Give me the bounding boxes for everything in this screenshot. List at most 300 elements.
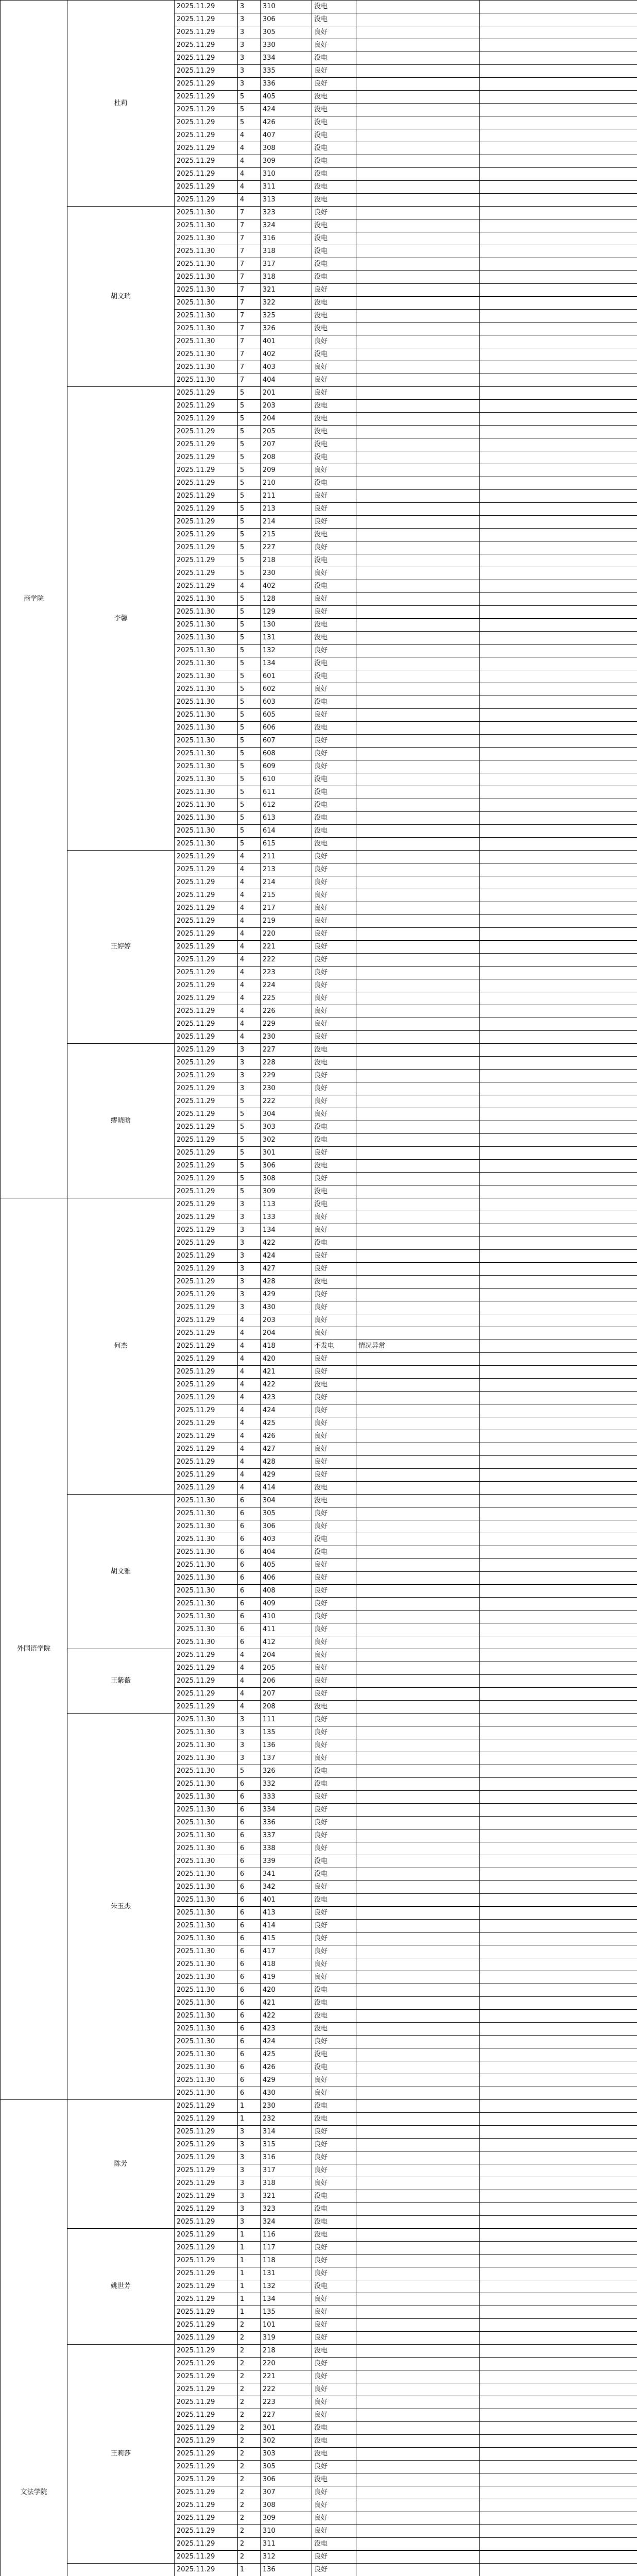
room-cell: 413	[261, 1907, 312, 1920]
building-cell: 3	[238, 1301, 261, 1314]
date-cell: 2025.11.30	[175, 786, 238, 799]
remark-cell	[356, 1108, 480, 1121]
remark-cell	[356, 1868, 480, 1881]
extra-cell	[480, 619, 637, 632]
extra-cell	[480, 657, 637, 670]
building-cell: 1	[238, 2267, 261, 2280]
status-cell: 良好	[312, 464, 356, 477]
remark-cell	[356, 297, 480, 310]
building-cell: 6	[238, 1533, 261, 1546]
remark-cell	[356, 2203, 480, 2216]
status-cell: 没电	[312, 696, 356, 709]
extra-cell	[480, 554, 637, 567]
building-cell: 6	[238, 1855, 261, 1868]
building-cell: 6	[238, 1636, 261, 1649]
remark-cell	[356, 1907, 480, 1920]
date-cell: 2025.11.29	[175, 142, 238, 155]
date-cell: 2025.11.30	[175, 1971, 238, 1984]
status-cell: 没电	[312, 323, 356, 335]
extra-cell	[480, 1842, 637, 1855]
person-cell: 缪晓晗	[67, 1044, 175, 1198]
remark-cell	[356, 2229, 480, 2242]
remark-cell	[356, 2113, 480, 2126]
status-cell: 良好	[312, 1520, 356, 1533]
building-cell: 4	[238, 1469, 261, 1482]
date-cell: 2025.11.30	[175, 1636, 238, 1649]
room-cell: 310	[261, 168, 312, 181]
date-cell: 2025.11.30	[175, 606, 238, 619]
building-cell: 2	[238, 2422, 261, 2435]
date-cell: 2025.11.29	[175, 2345, 238, 2358]
room-cell: 128	[261, 593, 312, 606]
date-cell: 2025.11.30	[175, 619, 238, 632]
remark-cell	[356, 323, 480, 335]
extra-cell	[480, 516, 637, 529]
remark-cell	[356, 438, 480, 451]
room-cell: 403	[261, 1533, 312, 1546]
room-cell: 310	[261, 1, 312, 13]
date-cell: 2025.11.29	[175, 2370, 238, 2383]
date-cell: 2025.11.29	[175, 78, 238, 91]
status-cell: 良好	[312, 1675, 356, 1688]
extra-cell	[480, 2345, 637, 2358]
remark-cell	[356, 2255, 480, 2267]
status-cell: 良好	[312, 1456, 356, 1469]
building-cell: 2	[238, 2358, 261, 2370]
building-cell: 5	[238, 657, 261, 670]
remark-cell	[356, 1224, 480, 1237]
room-cell: 306	[261, 13, 312, 26]
extra-cell	[480, 2383, 637, 2396]
extra-cell	[480, 1984, 637, 1997]
building-cell: 2	[238, 2409, 261, 2422]
extra-cell	[480, 1018, 637, 1031]
remark-cell	[356, 2190, 480, 2203]
date-cell: 2025.11.30	[175, 709, 238, 722]
remark-cell	[356, 387, 480, 400]
building-cell: 3	[238, 1263, 261, 1276]
date-cell: 2025.11.29	[175, 2435, 238, 2448]
extra-cell	[480, 232, 637, 245]
status-cell: 良好	[312, 992, 356, 1005]
remark-cell	[356, 2448, 480, 2461]
room-cell: 323	[261, 207, 312, 219]
date-cell: 2025.11.29	[175, 2139, 238, 2151]
date-cell: 2025.11.30	[175, 1507, 238, 1520]
remark-cell	[356, 1185, 480, 1198]
extra-cell	[480, 297, 637, 310]
status-cell: 没电	[312, 2023, 356, 2036]
status-cell: 没电	[312, 2473, 356, 2486]
remark-cell	[356, 2087, 480, 2100]
date-cell: 2025.11.29	[175, 1469, 238, 1482]
date-cell: 2025.11.29	[175, 2332, 238, 2345]
date-cell: 2025.11.30	[175, 773, 238, 786]
remark-cell	[356, 632, 480, 645]
extra-cell	[480, 1920, 637, 1933]
date-cell: 2025.11.30	[175, 245, 238, 258]
remark-cell	[356, 1134, 480, 1147]
remark-cell	[356, 722, 480, 735]
status-cell: 没电	[312, 91, 356, 104]
building-cell: 5	[238, 760, 261, 773]
room-cell: 135	[261, 2306, 312, 2319]
room-cell: 324	[261, 2216, 312, 2229]
remark-cell	[356, 580, 480, 593]
status-cell: 没电	[312, 632, 356, 645]
status-cell: 良好	[312, 2267, 356, 2280]
date-cell: 2025.11.29	[175, 464, 238, 477]
date-cell: 2025.11.29	[175, 876, 238, 889]
extra-cell	[480, 245, 637, 258]
remark-cell	[356, 2564, 480, 2576]
building-cell: 6	[238, 1611, 261, 1623]
extra-cell	[480, 1198, 637, 1211]
remark-cell	[356, 451, 480, 464]
room-cell: 133	[261, 1211, 312, 1224]
date-cell: 2025.11.30	[175, 2061, 238, 2074]
status-cell: 良好	[312, 1623, 356, 1636]
building-cell: 1	[238, 2564, 261, 2576]
remark-cell	[356, 851, 480, 863]
extra-cell	[480, 915, 637, 928]
remark-cell	[356, 1701, 480, 1714]
building-cell: 4	[238, 1366, 261, 1379]
remark-cell	[356, 26, 480, 39]
extra-cell	[480, 116, 637, 129]
extra-cell	[480, 374, 637, 387]
date-cell: 2025.11.30	[175, 1726, 238, 1739]
remark-cell	[356, 1971, 480, 1984]
status-cell: 良好	[312, 1958, 356, 1971]
date-cell: 2025.11.29	[175, 426, 238, 438]
room-cell: 208	[261, 1701, 312, 1714]
building-cell: 4	[238, 168, 261, 181]
status-cell: 没电	[312, 1482, 356, 1495]
room-cell: 224	[261, 979, 312, 992]
extra-cell	[480, 2113, 637, 2126]
date-cell: 2025.11.30	[175, 1533, 238, 1546]
extra-cell	[480, 13, 637, 26]
date-cell: 2025.11.29	[175, 516, 238, 529]
building-cell: 4	[238, 1443, 261, 1456]
building-cell: 5	[238, 812, 261, 825]
remark-cell	[356, 915, 480, 928]
date-cell: 2025.11.29	[175, 529, 238, 541]
extra-cell	[480, 335, 637, 348]
date-cell: 2025.11.29	[175, 889, 238, 902]
date-cell: 2025.11.29	[175, 863, 238, 876]
extra-cell	[480, 1121, 637, 1134]
date-cell: 2025.11.29	[175, 194, 238, 207]
remark-cell	[356, 1984, 480, 1997]
date-cell: 2025.11.29	[175, 2100, 238, 2113]
date-cell: 2025.11.29	[175, 1327, 238, 1340]
date-cell: 2025.11.29	[175, 1082, 238, 1095]
date-cell: 2025.11.30	[175, 1739, 238, 1752]
room-cell: 221	[261, 941, 312, 954]
extra-cell	[480, 2499, 637, 2512]
room-cell: 401	[261, 335, 312, 348]
status-cell: 良好	[312, 65, 356, 78]
room-cell: 306	[261, 2473, 312, 2486]
date-cell: 2025.11.29	[175, 129, 238, 142]
building-cell: 4	[238, 979, 261, 992]
room-cell: 218	[261, 2345, 312, 2358]
room-cell: 309	[261, 155, 312, 168]
room-cell: 201	[261, 387, 312, 400]
status-cell: 良好	[312, 876, 356, 889]
remark-cell	[356, 593, 480, 606]
building-cell: 5	[238, 683, 261, 696]
room-cell: 425	[261, 2048, 312, 2061]
building-cell: 7	[238, 348, 261, 361]
status-cell: 良好	[312, 2255, 356, 2267]
status-cell: 没电	[312, 104, 356, 116]
building-cell: 5	[238, 1147, 261, 1160]
remark-cell	[356, 1598, 480, 1611]
building-cell: 6	[238, 1881, 261, 1894]
extra-cell	[480, 2190, 637, 2203]
date-cell: 2025.11.29	[175, 2396, 238, 2409]
person-cell: 杜莉	[67, 1, 175, 207]
building-cell: 3	[238, 1070, 261, 1082]
status-cell: 没电	[312, 1185, 356, 1198]
remark-cell	[356, 735, 480, 748]
status-cell: 良好	[312, 1443, 356, 1456]
room-cell: 603	[261, 696, 312, 709]
date-cell: 2025.11.30	[175, 1958, 238, 1971]
person-cell: 何杰	[67, 1198, 175, 1495]
status-cell: 良好	[312, 593, 356, 606]
building-cell: 7	[238, 232, 261, 245]
status-cell: 没电	[312, 451, 356, 464]
remark-cell	[356, 1018, 480, 1031]
room-cell: 226	[261, 1005, 312, 1018]
date-cell: 2025.11.29	[175, 2358, 238, 2370]
building-cell: 4	[238, 1404, 261, 1417]
building-cell: 5	[238, 1160, 261, 1173]
extra-cell	[480, 1134, 637, 1147]
extra-cell	[480, 2306, 637, 2319]
room-cell: 205	[261, 1662, 312, 1675]
status-cell: 良好	[312, 1817, 356, 1829]
building-cell: 4	[238, 1662, 261, 1675]
remark-cell	[356, 773, 480, 786]
extra-cell	[480, 773, 637, 786]
remark-cell	[356, 786, 480, 799]
person-cell: 王莉莎	[67, 2345, 175, 2564]
extra-cell	[480, 902, 637, 915]
status-cell: 没电	[312, 2435, 356, 2448]
remark-cell	[356, 2061, 480, 2074]
remark-cell	[356, 1765, 480, 1778]
status-cell: 没电	[312, 1701, 356, 1714]
date-cell: 2025.11.29	[175, 967, 238, 979]
room-cell: 407	[261, 129, 312, 142]
room-cell: 615	[261, 838, 312, 851]
remark-cell	[356, 889, 480, 902]
remark-cell	[356, 1276, 480, 1289]
status-cell: 没电	[312, 219, 356, 232]
room-cell: 308	[261, 2499, 312, 2512]
extra-cell	[480, 1507, 637, 1520]
building-cell: 5	[238, 799, 261, 812]
remark-cell	[356, 1817, 480, 1829]
remark-cell	[356, 1739, 480, 1752]
remark-cell	[356, 1314, 480, 1327]
building-cell: 5	[238, 503, 261, 516]
date-cell: 2025.11.29	[175, 1108, 238, 1121]
status-cell: 良好	[312, 1752, 356, 1765]
remark-cell	[356, 400, 480, 413]
building-cell: 4	[238, 1675, 261, 1688]
room-cell: 302	[261, 1134, 312, 1147]
room-cell: 302	[261, 2435, 312, 2448]
date-cell: 2025.11.29	[175, 168, 238, 181]
extra-cell	[480, 1430, 637, 1443]
extra-cell	[480, 2486, 637, 2499]
building-cell: 4	[238, 580, 261, 593]
status-cell: 良好	[312, 1005, 356, 1018]
building-cell: 2	[238, 2473, 261, 2486]
remark-cell	[356, 529, 480, 541]
extra-cell	[480, 155, 637, 168]
date-cell: 2025.11.30	[175, 799, 238, 812]
date-cell: 2025.11.29	[175, 104, 238, 116]
status-cell: 良好	[312, 2087, 356, 2100]
status-cell: 没电	[312, 1160, 356, 1173]
date-cell: 2025.11.29	[175, 1353, 238, 1366]
remark-cell	[356, 941, 480, 954]
building-cell: 5	[238, 1095, 261, 1108]
status-cell: 没电	[312, 2216, 356, 2229]
extra-cell	[480, 2151, 637, 2164]
date-cell: 2025.11.29	[175, 1404, 238, 1417]
status-cell: 良好	[312, 2164, 356, 2177]
building-cell: 6	[238, 2048, 261, 2061]
extra-cell	[480, 2177, 637, 2190]
date-cell: 2025.11.30	[175, 1920, 238, 1933]
room-cell: 134	[261, 1224, 312, 1237]
status-cell: 良好	[312, 735, 356, 748]
table-row	[1, 387, 637, 400]
room-cell: 321	[261, 284, 312, 297]
extra-cell	[480, 1598, 637, 1611]
room-cell: 311	[261, 2538, 312, 2551]
remark-cell	[356, 1, 480, 13]
extra-cell	[480, 477, 637, 490]
extra-cell	[480, 207, 637, 219]
status-cell: 没电	[312, 580, 356, 593]
status-cell: 良好	[312, 1366, 356, 1379]
status-cell: 良好	[312, 1417, 356, 1430]
building-cell: 3	[238, 1224, 261, 1237]
date-cell: 2025.11.29	[175, 503, 238, 516]
extra-cell	[480, 426, 637, 438]
date-cell: 2025.11.29	[175, 1057, 238, 1070]
remark-cell	[356, 1121, 480, 1134]
extra-cell	[480, 2087, 637, 2100]
extra-cell	[480, 91, 637, 104]
room-cell: 429	[261, 1469, 312, 1482]
status-cell: 没电	[312, 1868, 356, 1881]
extra-cell	[480, 181, 637, 194]
building-cell: 5	[238, 567, 261, 580]
status-cell: 良好	[312, 1082, 356, 1095]
date-cell: 2025.11.30	[175, 1984, 238, 1997]
extra-cell	[480, 2422, 637, 2435]
building-cell: 6	[238, 1507, 261, 1520]
status-cell: 良好	[312, 1095, 356, 1108]
date-cell: 2025.11.29	[175, 2383, 238, 2396]
status-cell: 没电	[312, 1276, 356, 1289]
date-cell: 2025.11.30	[175, 748, 238, 760]
status-cell: 良好	[312, 1314, 356, 1327]
extra-cell	[480, 1997, 637, 2010]
building-cell: 5	[238, 413, 261, 426]
room-cell: 605	[261, 709, 312, 722]
remark-cell	[356, 1520, 480, 1533]
building-cell: 2	[238, 2448, 261, 2461]
status-cell: 没电	[312, 657, 356, 670]
extra-cell	[480, 39, 637, 52]
room-cell: 602	[261, 683, 312, 696]
extra-cell	[480, 1456, 637, 1469]
person-cell: 胡文瑞	[67, 207, 175, 387]
extra-cell	[480, 1276, 637, 1289]
date-cell: 2025.11.29	[175, 979, 238, 992]
status-cell: 没电	[312, 1997, 356, 2010]
extra-cell	[480, 323, 637, 335]
building-cell: 3	[238, 1, 261, 13]
remark-cell	[356, 503, 480, 516]
remark-cell	[356, 2164, 480, 2177]
date-cell: 2025.11.29	[175, 2422, 238, 2435]
extra-cell	[480, 967, 637, 979]
date-cell: 2025.11.29	[175, 2306, 238, 2319]
date-cell: 2025.11.29	[175, 1160, 238, 1173]
building-cell: 6	[238, 1958, 261, 1971]
remark-cell	[356, 696, 480, 709]
extra-cell	[480, 2538, 637, 2551]
extra-cell	[480, 284, 637, 297]
room-cell: 426	[261, 116, 312, 129]
remark-cell	[356, 1147, 480, 1160]
building-cell: 5	[238, 477, 261, 490]
building-cell: 7	[238, 297, 261, 310]
date-cell: 2025.11.29	[175, 1649, 238, 1662]
extra-cell	[480, 1301, 637, 1314]
date-cell: 2025.11.29	[175, 181, 238, 194]
room-cell: 134	[261, 2293, 312, 2306]
extra-cell	[480, 1263, 637, 1276]
status-cell: 没电	[312, 116, 356, 129]
extra-cell	[480, 1829, 637, 1842]
status-cell: 良好	[312, 1572, 356, 1585]
remark-cell	[356, 219, 480, 232]
date-cell: 2025.11.30	[175, 1714, 238, 1726]
status-cell: 良好	[312, 1224, 356, 1237]
building-cell: 3	[238, 2216, 261, 2229]
building-cell: 3	[238, 13, 261, 26]
extra-cell	[480, 1327, 637, 1340]
extra-cell	[480, 1894, 637, 1907]
extra-cell	[480, 2525, 637, 2538]
building-cell: 4	[238, 1314, 261, 1327]
remark-cell	[356, 1572, 480, 1585]
building-cell: 4	[238, 967, 261, 979]
